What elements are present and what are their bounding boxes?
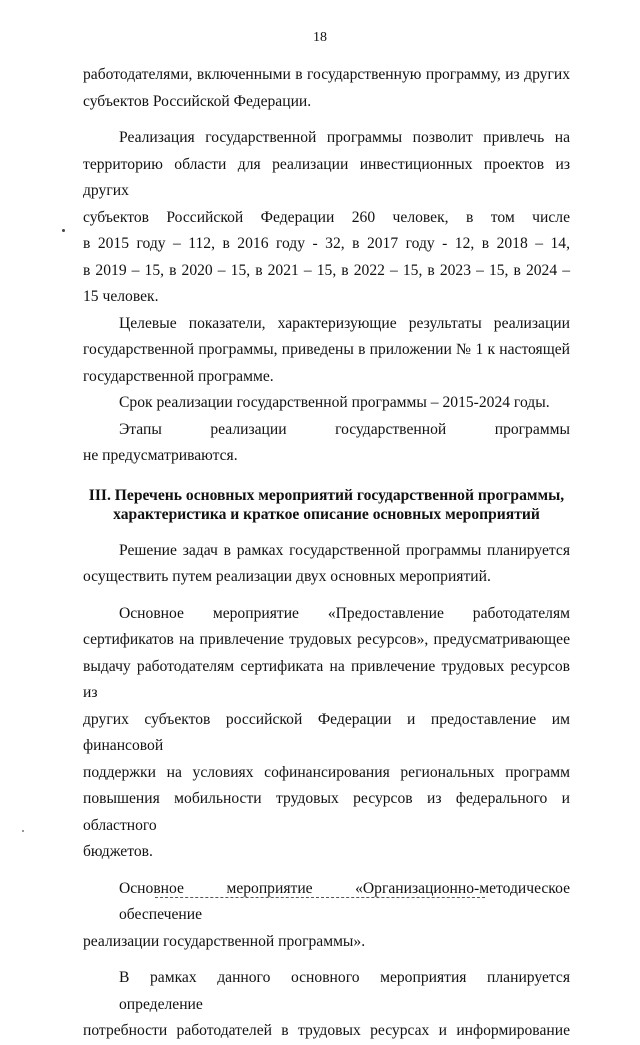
paragraph-gap [83, 115, 570, 125]
page-number: 18 [313, 30, 327, 45]
text-line: Этапы реализации государственной программы [119, 420, 570, 438]
paragraph-continuation [83, 62, 570, 115]
text-line: выдачу работодателям сертификата на привлечение трудовых ресурсов из [83, 657, 570, 701]
text-line: Реализация государственной программы позволит привлечь на [119, 129, 570, 146]
paragraph-tasks-solution [83, 538, 570, 591]
text-line: Основное мероприятие «Организационно-методическое обеспечение [119, 879, 570, 923]
text-line: бюджетов. [83, 843, 153, 860]
paragraph-gap [83, 591, 570, 601]
text-line: территорию области для реализации инвестиционных проектов из других [83, 155, 570, 199]
text-line: повышения мобильности трудовых ресурсов из федерального и областного [83, 790, 570, 834]
text-line: в 2015 году – 112, в 2016 году - 32, в 2017 году - 12, в 2018 – 14, [83, 235, 570, 252]
text-line: других субъектов российской Федерации и предоставление им финансовой [83, 710, 570, 754]
text-line: сертификатов на привлечение трудовых ресурсов», предусматривающее [83, 631, 570, 648]
paragraph-gap [83, 955, 570, 965]
text-line: субъектов Российской Федерации. [83, 92, 312, 110]
text-line: в 2019 – 15, в 2020 – 15, в 2021 – 15, в 2022 – 15, в 2023 – 15, в 2024 – [83, 261, 570, 279]
text-line: осуществить путем реализации двух основных мероприятий. [83, 568, 491, 585]
section-heading-line: характеристика и краткое описание основных мероприятий [113, 505, 540, 523]
paragraph-activity-scope [83, 965, 570, 1045]
paragraph-gap [83, 866, 570, 876]
text-line: Основное мероприятие «Предоставление работодателям [119, 604, 570, 622]
text-line: 15 человек. [83, 288, 159, 305]
scan-mark [22, 830, 24, 832]
text-line: Целевые показатели, характеризующие результаты реализации [119, 314, 570, 332]
text-line: не предусматриваются. [83, 447, 238, 464]
paragraph-main-activity-methodical [83, 876, 570, 956]
text-line: поддержки на условиях софинансирования региональных программ [83, 763, 570, 781]
section-heading-line: III. Перечень основных мероприятий государственной программы, [88, 486, 565, 504]
text-line: реализации государственной программы». [83, 932, 366, 950]
text-line: потребности работодателей в трудовых ресурсах и информирование [83, 1022, 570, 1039]
text-line: государственной программы, приведены в приложении № 1 к настоящей [83, 341, 570, 358]
text-line: В рамках данного основного мероприятия планируется определение [119, 969, 570, 1013]
paragraph-main-activity-certificates [83, 601, 570, 866]
scan-mark [62, 229, 65, 232]
text-line: Срок реализации государственной программы – 2015-2024 годы. [119, 394, 550, 411]
text-line: Решение задач в рамках государственной программы планируется [119, 541, 570, 559]
scan-edge-line [155, 897, 485, 898]
text-line: работодателями, включенными в государственную программу, из других [83, 66, 570, 83]
paragraph-investment-attraction [83, 125, 570, 311]
paragraph-program-period [83, 390, 570, 417]
text-line: субъектов Российской Федерации 260 человек, в том числе [83, 208, 570, 226]
paragraph-target-indicators [83, 311, 570, 391]
section-heading [83, 486, 570, 524]
paragraph-program-stages [83, 417, 570, 470]
text-line: государственной программе. [83, 367, 274, 385]
